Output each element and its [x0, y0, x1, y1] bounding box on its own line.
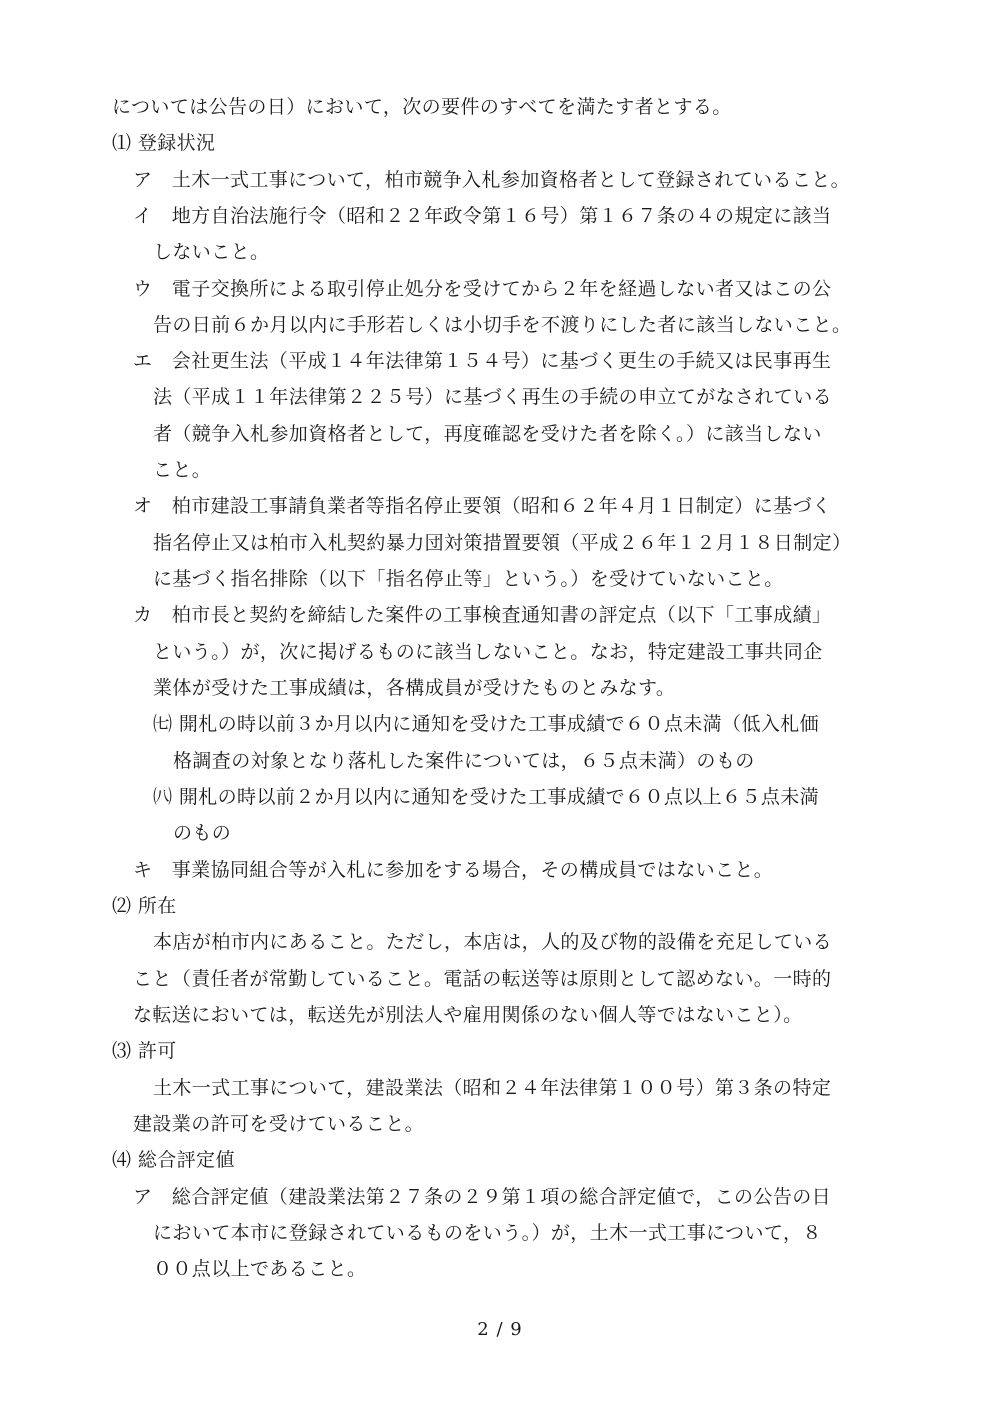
paragraph-line: 本店が柏市内にあること。ただし，本店は，人的及び物的設備を充足している	[153, 931, 833, 953]
list-item-a: ア 総合評定値（建設業法第２７条の２９第１項の総合評定値で，この公告の日	[133, 1186, 832, 1208]
list-item-e-cont: 者（競争入札参加資格者として，再度確認を受けた者を除く。）に該当しない	[153, 423, 822, 445]
list-item-o-cont: に基づく指名排除（以下「指名停止等」という。）を受けていないこと。	[153, 568, 784, 590]
section-heading-evaluation: ⑷ 総合評定値	[112, 1149, 235, 1171]
section-heading-registration: ⑴ 登録状況	[112, 132, 216, 154]
list-item-i-cont: しないこと。	[153, 241, 270, 263]
page-number: 2 / 9	[477, 1319, 523, 1340]
sub-item-i: ㈧ 開札の時以前２か月以内に通知を受けた工事成績で６０点以上６５点未満	[153, 786, 820, 808]
list-item-e: エ 会社更生法（平成１４年法律第１５４号）に基づく更生の手続又は民事再生	[133, 350, 832, 372]
paragraph-line: 建設業の許可を受けていること。	[133, 1113, 425, 1135]
list-item-e-cont: こと。	[153, 459, 212, 481]
paragraph-line: 土木一式工事について，建設業法（昭和２４年法律第１００号）第３条の特定	[153, 1077, 832, 1099]
list-item-u: ウ 電子交換所による取引停止処分を受けてから２年を経過しない者又はこの公	[133, 278, 832, 300]
sub-item-a: ㈦ 開札の時以前３か月以内に通知を受けた工事成績で６０点未満（低入札価	[153, 713, 820, 735]
paragraph-line: こと（責任者が常勤していること。電話の転送等は原則として認めない。一時的	[133, 968, 832, 990]
list-item-e-cont: 法（平成１１年法律第２２５号）に基づく再生の手続の申立てがなされている	[153, 386, 833, 408]
list-item-o-cont: 指名停止又は柏市入札契約暴力団対策措置要領（平成２６年１２月１８日制定）	[153, 532, 852, 554]
list-item-a: ア 土木一式工事について，柏市競争入札参加資格者として登録されていること。	[133, 169, 851, 191]
list-item-i: イ 地方自治法施行令（昭和２２年政令第１６号）第１６７条の４の規定に該当	[133, 205, 832, 227]
list-item-u-cont: 告の日前６か月以内に手形若しくは小切手を不渡りにした者に該当しないこと。	[153, 314, 852, 336]
list-item-a-cont: において本市に登録されているものをいう。）が，土木一式工事について，８	[153, 1222, 822, 1244]
list-item-ka-cont: 業体が受けた工事成績は，各構成員が受けたものとみなす。	[153, 677, 676, 699]
section-heading-location: ⑵ 所在	[112, 895, 177, 917]
list-item-ka-cont: という。）が，次に掲げるものに該当しないこと。なお，特定建設工事共同企	[153, 641, 823, 663]
list-item-ki: キ 事業協同組合等が入札に参加をする場合，その構成員ではないこと。	[133, 859, 774, 881]
sub-item-a-cont: 格調査の対象となり落札した案件については，６５点未満）のもの	[173, 750, 755, 772]
list-item-o: オ 柏市建設工事請負業者等指名停止要領（昭和６２年４月１日制定）に基づく	[133, 495, 832, 517]
section-heading-permit: ⑶ 許可	[112, 1040, 177, 1062]
list-item-a-cont: ００点以上であること。	[153, 1258, 367, 1280]
sub-item-i-cont: のもの	[173, 822, 232, 844]
text-line: については公告の日）において，次の要件のすべてを満たす者とする。	[112, 96, 732, 118]
paragraph-line: な転送においては，転送先が別法人や雇用関係のない個人等ではないこと）。	[133, 1004, 803, 1026]
list-item-ka: カ 柏市長と契約を締結した案件の工事検査通知書の評定点（以下「工事成績」	[133, 604, 832, 626]
